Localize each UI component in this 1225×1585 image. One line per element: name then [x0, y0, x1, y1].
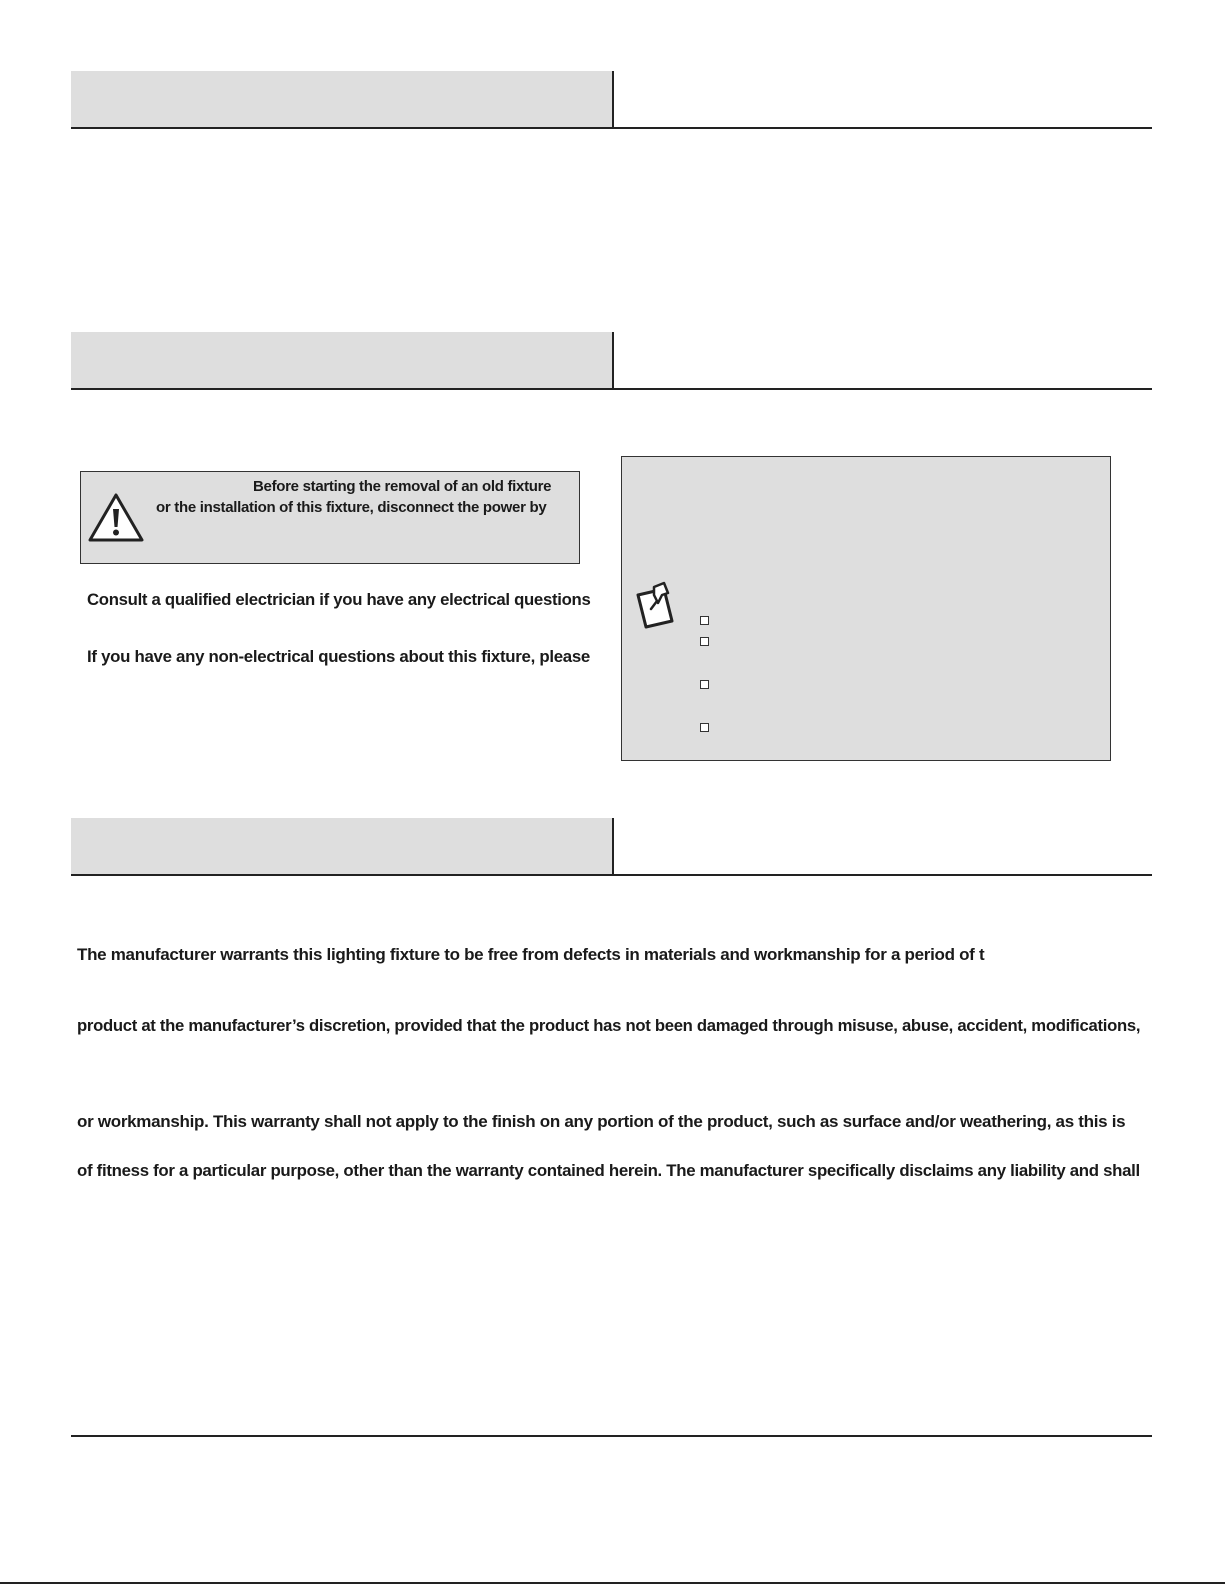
warranty-line-2: product at the manufacturer’s discretion, provided that the product has not been damaged through misuse, abuse, accident, modifications, — [77, 1016, 1141, 1035]
section-header-3-shade — [71, 818, 614, 874]
checkbox-icon-1 — [700, 616, 709, 625]
section-header-2-shade — [71, 332, 614, 388]
checkbox-icon-2 — [700, 637, 709, 646]
warranty-line-1: The manufacturer warrants this lighting fixture to be free from defects in materials and workmanship for a period of t — [77, 945, 985, 964]
section-header-3 — [71, 818, 1152, 876]
section-header-1-shade — [71, 71, 614, 127]
warning-text-line1: Before starting the removal of an old fixture — [253, 478, 552, 495]
non-electrical-questions-text: If you have any non-electrical questions about this fixture, please — [87, 647, 591, 666]
warranty-line-3: or workmanship. This warranty shall not apply to the finish on any portion of the product, such as surface and/or weathering, as this is — [77, 1112, 1126, 1131]
warranty-line-4: of fitness for a particular purpose, other than the warranty contained herein. The manufacturer specifically disclaims any liability and shall — [77, 1161, 1140, 1180]
consult-electrician-text: Consult a qualified electrician if you have any electrical questions — [87, 590, 591, 609]
checkbox-icon-3 — [700, 680, 709, 689]
warning-triangle-icon — [87, 492, 145, 544]
section-header-1 — [71, 71, 1152, 129]
warning-box — [80, 471, 580, 564]
checkbox-icon-4 — [700, 723, 709, 732]
footer-rule — [71, 1435, 1152, 1437]
warning-text-line2: or the installation of this fixture, disconnect the power by — [156, 499, 547, 516]
pushpin-note-icon — [634, 581, 678, 631]
note-box — [621, 456, 1111, 761]
bottom-rule — [0, 1582, 1225, 1584]
section-header-2 — [71, 332, 1152, 390]
